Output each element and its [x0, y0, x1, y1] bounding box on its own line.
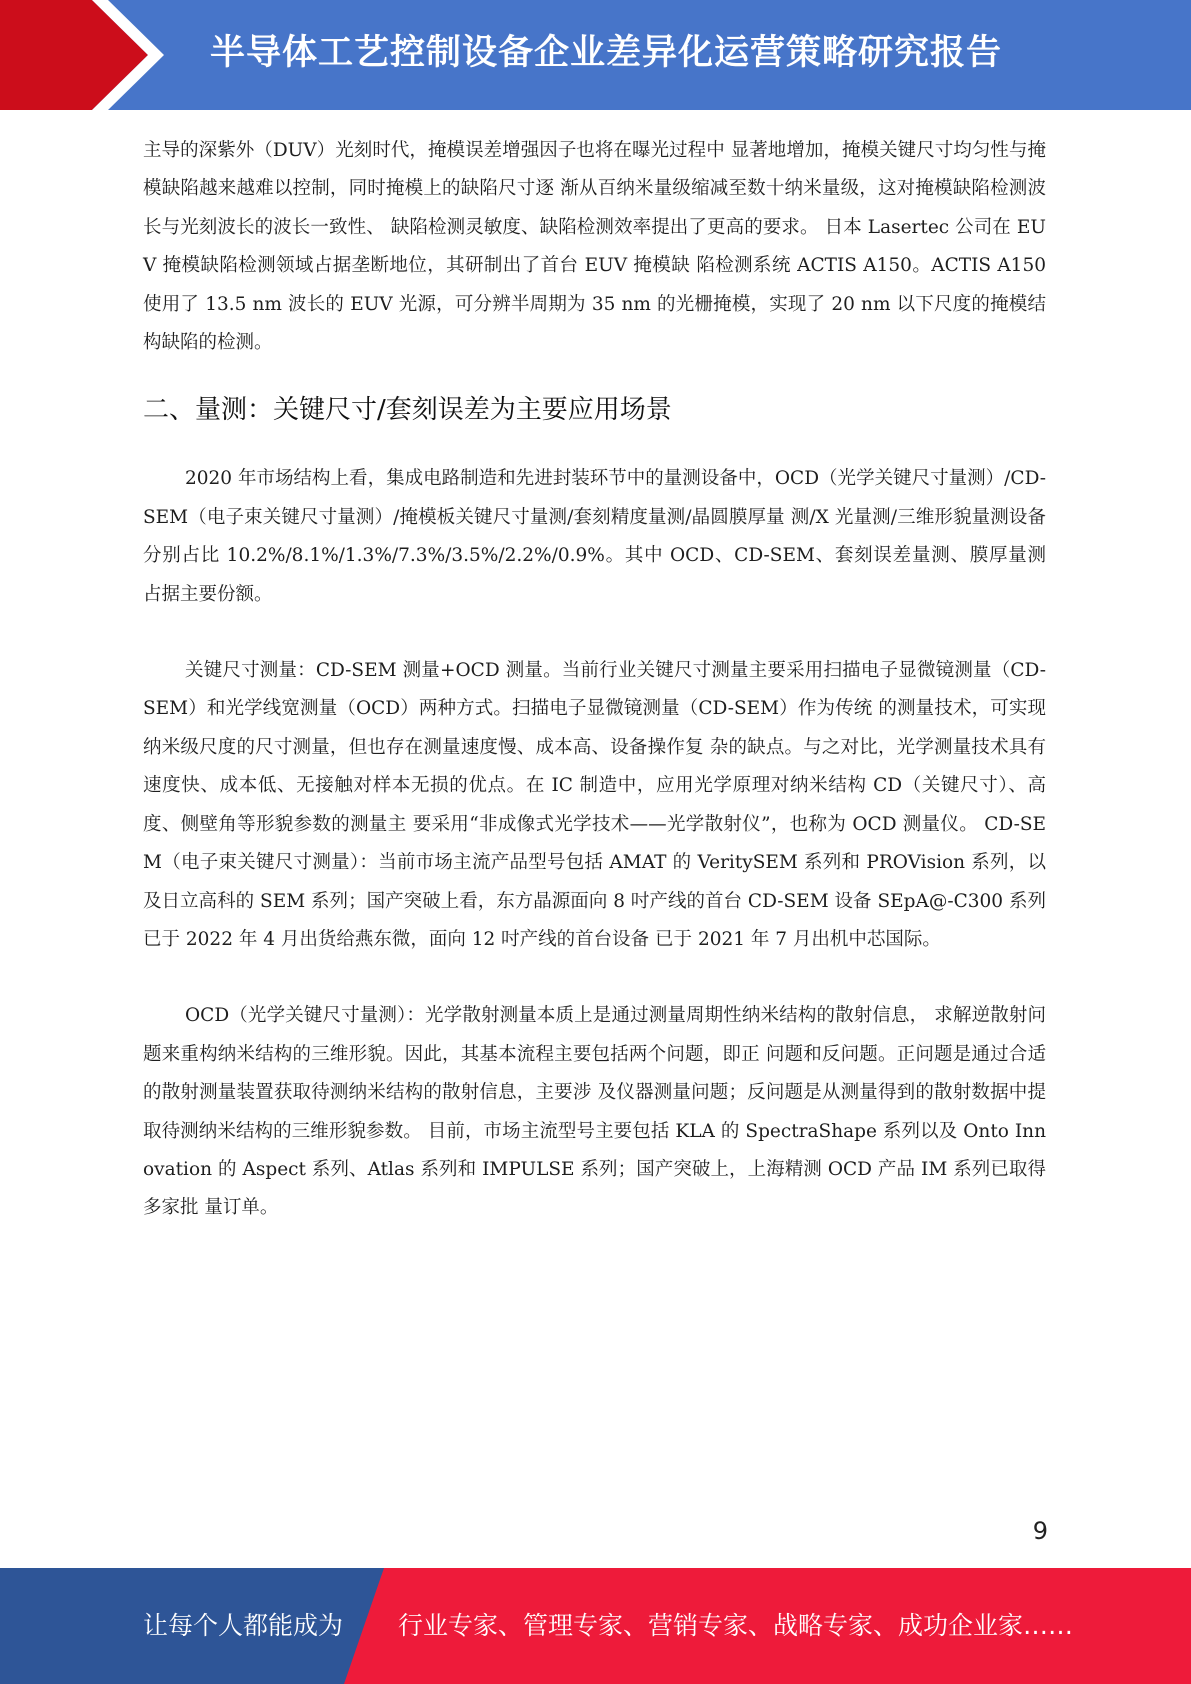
page-footer	[0, 1568, 1191, 1684]
paragraph-mask-inspection: 主导的深紫外（DUV）光刻时代，掩模误差增强因子也将在曝光过程中 显著地增加，掩模关键尺寸均匀性与掩模缺陷越来越难以控制，同时掩模上的缺陷尺寸逐 渐从百纳米量级缩减至数十纳米量级，这对掩模缺陷检测波长与光刻波长的波长一致性、 缺陷检测灵敏度、缺陷检测效率提出了更高的要求。 日本 Lasertec 公司在 EUV 掩模缺陷检测领域占据垄断地位，其研制出了首台 EUV 掩模缺 陷检测系统 ACTIS A150。ACTIS A150 使用了 13.5 nm 波长的 EUV 光源，可分辨半周期为 35 nm 的光栅掩模，实现了 20 nm 以下尺度的掩模结构缺陷的检测。	[143, 140, 1046, 354]
paragraph-ocd: OCD（光学关键尺寸量测）：光学散射测量本质上是通过测量周期性纳米结构的散射信息， 求解逆散射问题来重构纳米结构的三维形貌。因此，其基本流程主要包括两个问题，即正 问题和反问题。正问题是通过合适的散射测量装置获取待测纳米结构的散射信息，主要涉 及仪器测量问题；反问题是从测量得到的散射数据中提取待测纳米结构的三维形貌参数。 目前，市场主流型号主要包括 KLA 的 SpectraShape 系列以及 Onto Innovation 的 Aspect 系列、Atlas 系列和 IMPULSE 系列；国产突破上，上海精测 OCD 产品 IM 系列已取得多家批 量订单。	[143, 1005, 1046, 1219]
header-title: 半导体工艺控制设备企业差异化运营策略研究报告	[210, 33, 1003, 73]
footer-slogan-left: 让每个人都能成为	[143, 1611, 344, 1640]
report-body	[143, 132, 1046, 1228]
page-number: 9	[1032, 1517, 1048, 1545]
paragraph-critical-dimension: 关键尺寸测量：CD-SEM 测量+OCD 测量。当前行业关键尺寸测量主要采用扫描电子显微镜测量（CD-SEM）和光学线宽测量（OCD）两种方式。扫描电子显微镜测量（CD-SEM）作为传统 的测量技术，可实现纳米级尺度的尺寸测量，但也存在测量速度慢、成本高、设备操作复 杂的缺点。与之对比，光学测量技术具有速度快、成本低、无接触对样本无损的优点。在 IC 制造中，应用光学原理对纳米结构 CD（关键尺寸）、高度、侧壁角等形貌参数的测量主 要采用“非成像式光学技术——光学散射仪”，也称为 OCD 测量仪。 CD-SEM（电子束关键尺寸测量）：当前市场主流产品型号包括 AMAT 的 VeritySEM 系列和 PROVision 系列，以及日立高科的 SEM 系列；国产突破上看，东方晶源面向 8 吋产线的首台 CD-SEM 设备 SEpA@-C300 系列已于 2022 年 4 月出货给燕东微，面向 12 吋产线的首台设备 已于 2021 年 7 月出机中芯国际。	[143, 660, 1046, 950]
footer-slogan-right: 行业专家、管理专家、营销专家、战略专家、成功企业家……	[398, 1611, 1074, 1640]
section-heading-metrology: 二、量测：关键尺寸/套刻误差为主要应用场景	[143, 395, 672, 426]
paragraph-market-structure: 2020 年市场结构上看，集成电路制造和先进封装环节中的量测设备中，OCD（光学关键尺寸量测）/CD-SEM（电子束关键尺寸量测）/掩模板关键尺寸量测/套刻精度量测/晶圆膜厚量 测/X 光量测/三维形貌量测设备分别占比 10.2%/8.1%/1.3%/7.3%/3.5%/2.2%/0.9%。其中 OCD、CD-SEM、套刻误差量测、膜厚量测占据主要份额。	[143, 468, 1046, 605]
page-header	[0, 0, 1191, 110]
